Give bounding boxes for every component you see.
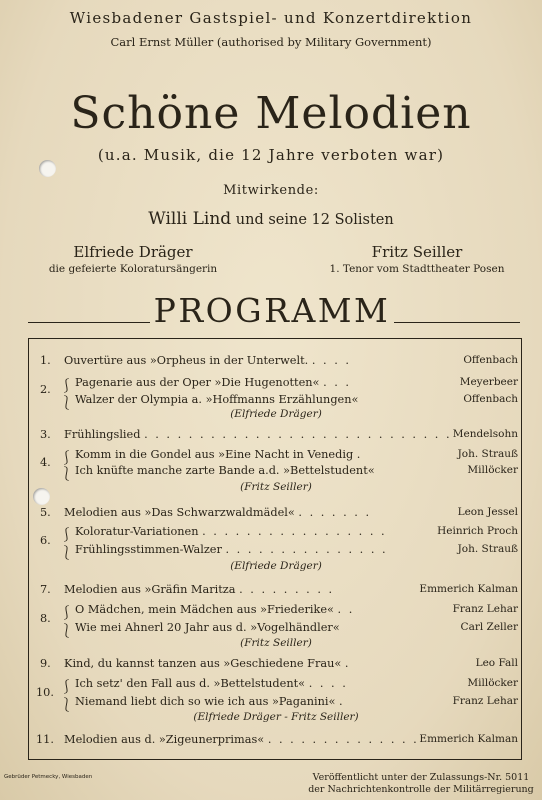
participants-label: Mitwirkende: (223, 183, 319, 198)
piece-title: Frühlingsstimmen-Walzer . . . . . . . . . . . . . . . (75, 543, 388, 556)
artist-description: 1. Tenor vom Stadttheater Posen (329, 263, 505, 275)
piece-title: Komm in die Gondel aus »Eine Nacht in Venedig . (75, 448, 363, 461)
brace-top: ⎰ (60, 379, 74, 394)
brace-top: ⎰ (60, 680, 74, 695)
composer: Leo Fall (475, 657, 518, 669)
performer-name: (Fritz Seiller) (240, 637, 312, 649)
printer-credit: Gebrüder Petmecky, Wiesbaden (4, 774, 93, 780)
composer: Joh. Strauß (457, 448, 518, 460)
piece-title: Wie mei Ahnerl 20 Jahr aus d. »Vogelhändler« (75, 621, 340, 634)
director-line: Carl Ernst Müller (authorised by Military Government) (110, 35, 432, 49)
item-number: 8. (40, 612, 51, 625)
item-number: 4. (40, 456, 51, 469)
composer: Emmerich Kalman (419, 733, 518, 745)
composer: Offenbach (463, 393, 518, 405)
brace-bottom: ⎱ (60, 546, 74, 561)
performer-name: (Elfriede Dräger - Fritz Seiller) (193, 711, 359, 723)
license-line: der Nachrichtenkontrolle der Militärregierung (308, 784, 534, 795)
piece-title: Melodien aus »Gräfin Maritza . . . . . . . . . (64, 583, 335, 596)
composer: Millöcker (467, 464, 518, 476)
piece-title: Pagenarie aus der Oper »Die Hugenotten« . . . (75, 376, 352, 389)
composer: Mendelsohn (452, 428, 518, 440)
composer: Heinrich Proch (437, 525, 518, 537)
organizer-name: Wiesbadener Gastspiel- und Konzertdirektion (69, 9, 473, 27)
item-number: 11. (36, 733, 54, 746)
piece-title: Koloratur-Variationen . . . . . . . . . . . . . . . . . (75, 525, 387, 538)
artist-name: Elfriede Dräger (73, 243, 193, 261)
composer: Meyerbeer (459, 376, 518, 388)
composer: Joh. Strauß (457, 543, 518, 555)
ensemble-soloists: und seine 12 Solisten (235, 212, 394, 228)
license-line: Veröffentlicht unter der Zulassungs-Nr. 5011 (312, 772, 530, 783)
ensemble-line (0, 209, 542, 229)
brace-top: ⎰ (60, 528, 74, 543)
artist-description: die gefeierte Koloratursängerin (48, 263, 218, 275)
item-number: 2. (40, 383, 51, 396)
piece-title: Kind, du kannst tanzen aus »Geschiedene Frau« . (64, 657, 351, 670)
brace-bottom: ⎱ (60, 698, 74, 713)
piece-title: Melodien aus d. »Zigeunerprimas« . . . . . . . . . . . . . . (64, 733, 419, 746)
brace-top: ⎰ (60, 606, 74, 621)
performer-name: (Fritz Seiller) (240, 481, 312, 493)
piece-title: Frühlingslied . . . . . . . . . . . . . . . . . . . . . . . . . . . . (64, 428, 452, 441)
artist-soprano (8, 243, 258, 275)
piece-title: Walzer der Olympia a. »Hoffmanns Erzählungen« (75, 393, 359, 406)
piece-title: Ouvertüre aus »Orpheus in der Unterwelt. . . . . (64, 354, 351, 367)
brace-bottom: ⎱ (60, 467, 74, 482)
ensemble-leader: Willi Lind (148, 209, 232, 229)
performer-name: (Elfriede Dräger) (230, 560, 322, 572)
program-heading: PROGRAMM (153, 291, 391, 330)
artist-name: Fritz Seiller (371, 243, 463, 261)
item-number: 6. (40, 534, 51, 547)
item-number: 1. (40, 354, 51, 367)
composer: Leon Jessel (457, 506, 518, 518)
composer: Emmerich Kalman (419, 583, 518, 595)
brace-bottom: ⎱ (60, 396, 74, 411)
piece-title: Ich setz' den Fall aus d. »Bettelstudent« . . . . (75, 677, 348, 690)
item-number: 7. (40, 583, 51, 596)
item-number: 9. (40, 657, 51, 670)
composer: Millöcker (467, 677, 518, 689)
brace-top: ⎰ (60, 451, 74, 466)
item-number: 5. (40, 506, 51, 519)
item-number: 10. (36, 686, 54, 699)
divider-line (394, 322, 520, 323)
performer-name: (Elfriede Dräger) (230, 408, 322, 420)
piece-title: Niemand liebt dich so wie ich aus »Paganini« . (75, 695, 345, 708)
item-number: 3. (40, 428, 51, 441)
brace-bottom: ⎱ (60, 624, 74, 639)
composer: Offenbach (463, 354, 518, 366)
composer: Carl Zeller (460, 621, 518, 633)
concert-title: Schöne Melodien (70, 88, 472, 139)
license-notice (306, 772, 536, 796)
artist-tenor (302, 243, 532, 275)
composer: Franz Lehar (452, 603, 518, 615)
piece-title: Melodien aus »Das Schwarzwaldmädel« . . . . . . . (64, 506, 372, 519)
divider-line (28, 322, 150, 323)
piece-title: Ich knüfte manche zarte Bande a.d. »Bettelstudent« (75, 464, 375, 477)
piece-title: O Mädchen, mein Mädchen aus »Friederike« . . (75, 603, 355, 616)
composer: Franz Lehar (452, 695, 518, 707)
concert-subtitle: (u.a. Musik, die 12 Jahre verboten war) (97, 146, 445, 164)
